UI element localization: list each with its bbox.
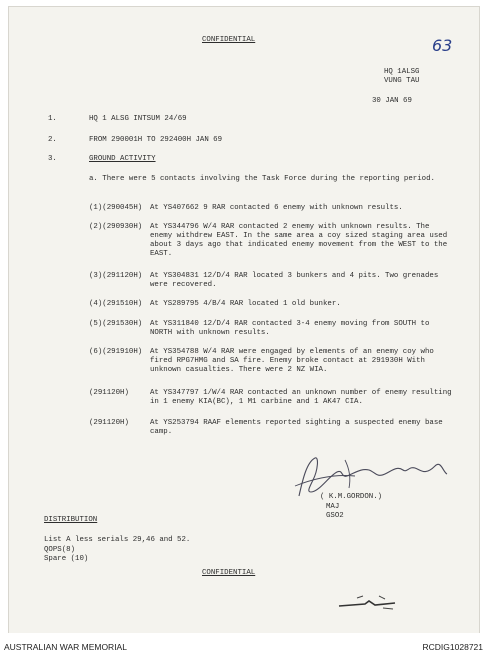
page-number: 63 — [432, 36, 453, 55]
contact-ref: (4)(291510H) — [89, 300, 143, 308]
signatory-rank: MAJ — [326, 503, 340, 511]
distribution-line: List A less serials 29,46 and 52. — [44, 536, 191, 544]
section-heading: GROUND ACTIVITY — [89, 155, 156, 163]
contact-ref: (291120H) — [89, 389, 129, 397]
location: VUNG TAU — [384, 77, 420, 85]
document-date: 30 JAN 69 — [372, 97, 412, 105]
distribution-heading: DISTRIBUTION — [44, 516, 98, 524]
distribution-line: Spare (10) — [44, 555, 89, 563]
contact-text: At YS407662 9 RAR contacted 6 enemy with unknown results. — [150, 204, 403, 212]
classification-footer: CONFIDENTIAL — [202, 569, 256, 577]
ink-stamp-mark — [335, 592, 405, 614]
contact-ref: (5)(291530H) — [89, 320, 143, 328]
classification-header: CONFIDENTIAL — [202, 36, 256, 44]
item-text: FROM 290001H TO 292400H JAN 69 — [89, 136, 223, 144]
archive-name: AUSTRALIAN WAR MEMORIAL — [4, 642, 127, 652]
contact-text: At YS253794 RAAF elements reported sighting a suspected enemy base camp. — [150, 419, 443, 436]
contact-ref: (291120H) — [89, 419, 129, 427]
archive-reference: RCDIG1028721 — [422, 642, 483, 652]
item-text: HQ 1 ALSG INTSUM 24/69 — [89, 115, 187, 123]
contact-ref: (3)(291120H) — [89, 272, 143, 280]
distribution-line: QOPS(8) — [44, 546, 76, 554]
contact-text: At YS304831 12/D/4 RAR located 3 bunkers and 4 pits. Two grenades were recovered. — [150, 272, 439, 289]
contact-text: At YS289795 4/B/4 RAR located 1 old bunker. — [150, 300, 341, 308]
contact-text: At YS311840 12/D/4 RAR contacted 3-4 enemy moving from SOUTH to NORTH with unknown results. — [150, 320, 430, 337]
item-number: 3. — [48, 155, 57, 163]
signatory-name: ( K.M.GORDON.) — [320, 493, 383, 501]
item-number: 1. — [48, 115, 57, 123]
contact-ref: (1)(290045H) — [89, 204, 143, 212]
paragraph-a: a. There were 5 contacts involving the Task Force during the reporting period. — [89, 175, 435, 183]
from-hq: HQ 1ALSG — [384, 68, 420, 76]
signatory-appointment: GSO2 — [326, 512, 344, 520]
contact-text: At YS354788 W/4 RAR were engaged by elements of an enemy coy who fired RPG7HMG and SA fire. Enemy broke contact at 291930H With unknown casualties. There were 2 NZ WIA. — [150, 348, 434, 374]
contact-text: At YS347797 1/W/4 RAR contacted an unknown number of enemy resulting in 1 enemy KIA(BC), 1 M1 carbine and 1 AK47 CIA. — [150, 389, 452, 406]
item-number: 2. — [48, 136, 57, 144]
contact-ref: (6)(291910H) — [89, 348, 143, 356]
contact-ref: (2)(290930H) — [89, 223, 143, 231]
contact-text: At YS344796 W/4 RAR contacted 2 enemy with unknown results. The enemy withdrew EAST. In the same area a coy sized staging area used about 3 days ago that indicated enemy movement from the WEST to the EAST. — [150, 223, 448, 258]
